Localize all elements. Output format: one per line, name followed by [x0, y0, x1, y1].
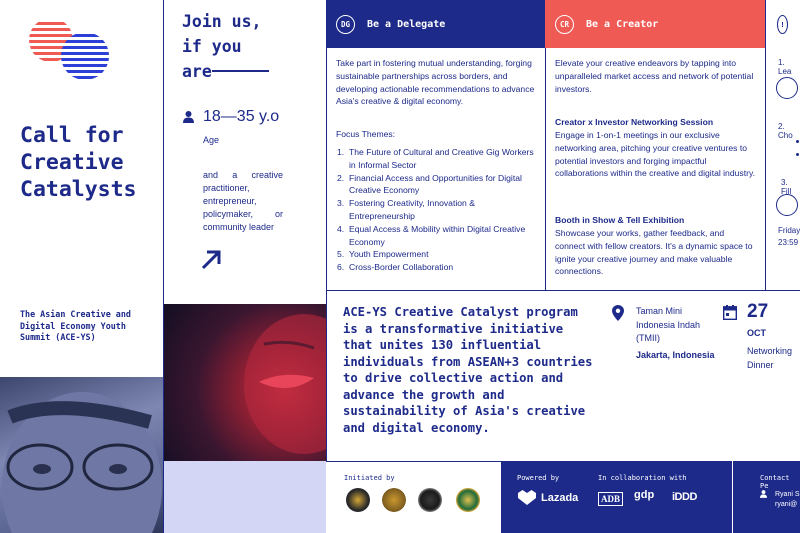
lazada-wordmark: Lazada: [541, 491, 579, 504]
list-item: 6. Cross-Border Collaboration: [337, 262, 454, 273]
contact-person: [775, 490, 800, 510]
arrow-down-right-icon[interactable]: [776, 194, 798, 216]
booth-title: Booth in Show & Tell Exhibition: [555, 215, 685, 225]
list-item: 2. Financial Access and Opportunities for Digital Creative Economy: [337, 172, 522, 196]
powered-label: Powered by: [517, 474, 560, 482]
initiated-label: Initiated by: [344, 474, 395, 482]
list-item: 1. The Future of Cultural and Creative Gig Workers in Informal Sector: [337, 147, 534, 170]
session-description: Engage in 1-on-1 meetings in our exclusive networking area, pitching your creative ventures to potential investors and forging impactful collaborations within the creative and digital industry.: [555, 130, 755, 179]
delegate-title: Be a Delegate: [367, 18, 446, 30]
location-pin-icon: [612, 305, 624, 321]
creator-header: [545, 0, 765, 48]
lazada-logo: [518, 490, 578, 505]
focus-themes-title: Focus Themes:: [336, 129, 396, 139]
step-3: 3. Fill: [781, 178, 792, 196]
adb-logo: ADB: [598, 492, 623, 506]
creator-intro: Elevate your creative endeavors by tapping into unparalleled market access and network of potential investors.: [555, 58, 754, 94]
divider: [732, 461, 733, 533]
heading-rule: [212, 70, 269, 72]
creator-title: Be a Creator: [586, 18, 659, 30]
lazada-heart-icon: [518, 490, 536, 505]
gdp-logo: gdp: [634, 489, 655, 501]
event-month: OCT: [747, 328, 766, 338]
portrait-photo-man: [0, 377, 163, 533]
contact-name: Ryani S: [775, 491, 800, 498]
summit-logo: [25, 18, 113, 80]
role-description: and a creative practitioner, entrepreneur, policymaker, or community leader: [203, 170, 283, 232]
person-icon: [183, 111, 194, 123]
person-icon: [760, 490, 767, 498]
delegate-intro: Take part in fostering mutual understanding, forging sustainable partnerships across borders, and developing actionable recommendations to advance Asia's creative & digital economy.: [336, 58, 535, 107]
age-label: Age: [203, 135, 220, 145]
join-heading-line: are: [182, 62, 212, 81]
age-range: 18—35 y.o: [203, 108, 280, 125]
garuda-emblem-icon: [382, 488, 406, 512]
join-heading-line: if you: [182, 37, 242, 56]
ministry-seal-icon: [418, 488, 442, 512]
list-item: 5. Youth Empowerment: [337, 249, 429, 260]
list-item: 4. Equal Access & Mobility within Digital Creative Economy: [337, 223, 526, 247]
deadline-day: Friday: [778, 226, 800, 235]
contact-label: Contact Pe: [760, 474, 790, 490]
venue-name: Taman Mini Indonesia Indah (TMII): [636, 306, 701, 343]
divider: [326, 461, 501, 462]
arrow-down-right-icon[interactable]: [776, 77, 798, 99]
iddd-logo: iDDD: [672, 491, 697, 503]
collab-label: In collaboration with: [598, 474, 687, 482]
divider: [545, 48, 546, 290]
ministry-seal-icon: [346, 488, 370, 512]
divider: [765, 48, 766, 290]
portrait-photo-woman: [164, 304, 326, 461]
event-name: Networking Dinner: [747, 346, 793, 370]
step-1: 1. Lea: [778, 58, 792, 76]
calendar-icon: [723, 305, 737, 320]
arrow-up-right-icon[interactable]: [200, 249, 222, 271]
bullet: [796, 153, 799, 156]
creator-badge: CR: [555, 15, 574, 34]
divider: [326, 290, 800, 291]
ministry-seal-icon: [456, 488, 480, 512]
page-title: Call for Creative Catalysts: [20, 123, 137, 202]
booth-description: Showcase your works, gather feedback, and connect with fellow creators. It's a dynamic space to ignite your creative journey and make valuable connections.: [555, 228, 753, 277]
program-description: ACE-YS Creative Catalyst program is a transformative initiative that unites 130 influential individuals from ASEAN+3 countries to drive collective action and advance the growth and sustainability of Asia's creative and digital economy.: [343, 305, 593, 435]
focus-themes-list: [337, 146, 537, 274]
join-heading-line: Join us,: [182, 12, 262, 31]
deadline-time: 23:59: [778, 238, 799, 247]
session-title: Creator x Investor Networking Session: [555, 117, 714, 127]
summit-name: The Asian Creative and Digital Economy Youth Summit (ACE-YS): [20, 309, 131, 342]
bullet: [796, 140, 799, 143]
lilac-panel: [164, 461, 326, 533]
info-badge: !: [777, 15, 788, 34]
delegate-badge: DG: [336, 15, 355, 34]
delegate-header: [326, 0, 545, 48]
event-day: 27: [747, 301, 769, 322]
step-2: 2. Cho: [778, 122, 793, 140]
divider: [326, 0, 327, 533]
join-heading: [182, 9, 312, 84]
steps-header: [765, 0, 800, 48]
contact-email[interactable]: ryani@: [775, 501, 798, 508]
list-item: 3. Fostering Creativity, Innovation & Entrepreneurship: [337, 198, 475, 221]
venue-city: Jakarta, Indonesia: [636, 350, 715, 360]
